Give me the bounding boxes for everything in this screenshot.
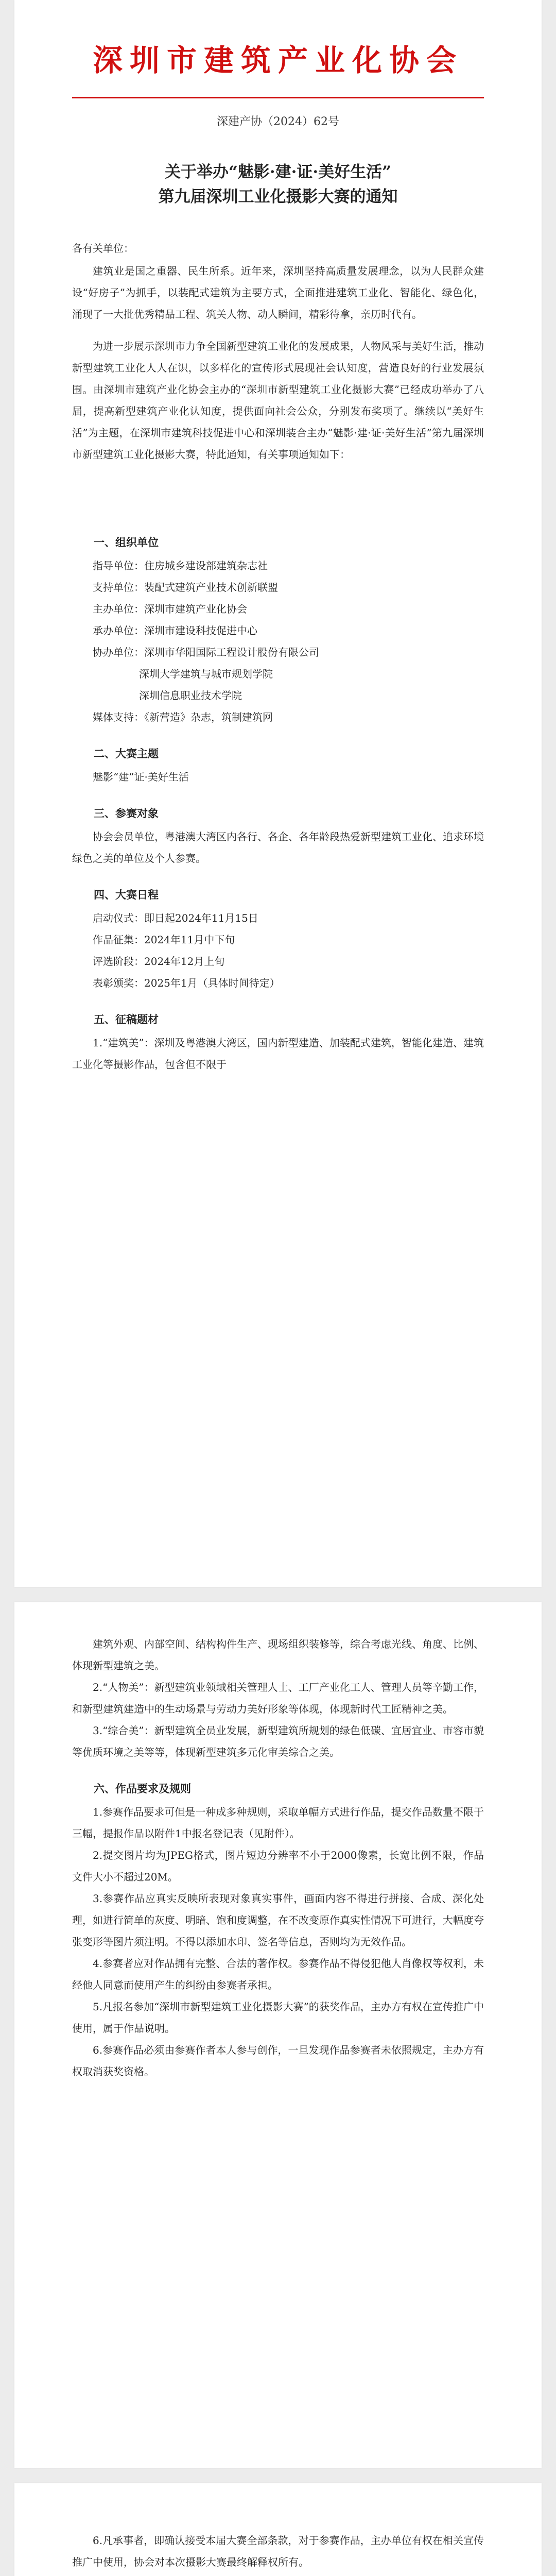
content-paragraph: 2.“人物美”：新型建筑业领域相关管理人士、工厂产业化工人、管理人员等辛勤工作，和新型建筑建造中的生动场景与劳动力美好形象等体现，体现新时代工匠精神之美。 — [72, 1681, 484, 1715]
requirement-item: 1.参赛作品要求可但是一种成多种规则，采取单幅方式进行作品，提交作品数量不限于三幅，提报作品以附件1中报名登记表（见附件）。 — [72, 1806, 484, 1840]
intro-paragraph-1: 建筑业是国之重器、民生所系。近年来，深圳坚持高质量发展理念，以为人民群众建设“好房子”为抓手，以装配式建筑为主要方式，全面推进建筑工业化、智能化、绿色化，涌现了一大批优秀精品工程、筑关人物、动人瞬间，精彩待拿，亲历时代有。 — [72, 265, 484, 320]
content-intro: 1.“建筑美”：深圳及粤港澳大湾区，国内新型建造、加装配式建筑，智能化建造、建筑工业化等摄影作品，包含但不限于 — [72, 1037, 484, 1071]
title-line-2: 第九届深圳工业化摄影大赛的通知 — [158, 188, 398, 206]
requirement-item: 2.提交图片均为JPEG格式，图片短边分辨率不小于2000像素，长宽比例不限，作品文件大小不超过20M。 — [72, 1849, 484, 1883]
section-targets-heading: 三、参赛对象 — [94, 807, 159, 820]
org-row-cont: 深圳信息职业技术学院 — [139, 689, 242, 702]
document-page-2 — [14, 1602, 542, 2468]
org-row: 支持单位：装配式建筑产业技术创新联盟 — [93, 581, 278, 594]
org-row: 承办单位：深圳市建设科技促进中心 — [93, 624, 257, 637]
org-title: 深圳市建筑产业化协会 — [92, 43, 463, 78]
notice-title — [72, 160, 484, 209]
document-page-3 — [14, 2483, 542, 2576]
salutation: 各有关单位： — [72, 242, 134, 255]
schedule-row: 作品征集：2024年11月中下旬 — [93, 934, 235, 946]
content-paragraph: 建筑外观、内部空间、结构构件生产、现场组织装修等，综合考虑光线、角度、比例、体现新型建筑之美。 — [72, 1638, 484, 1672]
media-row: 媒体支持：《新营造》杂志，筑制建筑网 — [93, 711, 273, 723]
requirement-item: 5.凡报名参加“深圳市新型建筑工业化摄影大赛”的获奖作品，主办方有权在宣传推广中使用，属于作品说明。 — [72, 2001, 484, 2035]
section-theme-heading: 二、大赛主题 — [94, 748, 159, 760]
theme-text: 魅影“建”证·美好生活 — [93, 771, 189, 783]
org-row: 指导单位：住房城乡建设部建筑杂志社 — [93, 560, 268, 572]
doc-number: 深建产协（2024）62号 — [217, 115, 339, 128]
schedule-row: 启动仪式：即日起2024年11月15日 — [93, 912, 258, 924]
section-content-heading: 五、征稿题材 — [94, 1013, 159, 1026]
requirement-item: 4.参赛者应对作品拥有完整、合法的著作权。参赛作品不得侵犯他人肖像权等权利，未经他人同意而使用产生的纠纷由参赛者承担。 — [72, 1957, 484, 1991]
document-page-1 — [14, 0, 542, 1587]
title-line-1: 关于举办“魅影·建·证·美好生活” — [164, 163, 392, 181]
content-paragraph: 3.“综合美”：新型建筑全员业发展，新型建筑所规划的绿色低碳、宜居宜业、市容市貌等优质环境之美等等，体现新型建筑多元化审美综合之美。 — [72, 1724, 484, 1758]
intro-paragraph-2: 为进一步展示深圳市力争全国新型建筑工业化的发展成果，人物风采与美好生活，推动新型建筑工业化人人在识，以多样化的宣传形式展现社会认知度，营造良好的行业发展氛围。由深圳市建筑产业化协会主办的“深圳市新型建筑工业化摄影大赛”已经成功举办了八届，提高新型建筑产业化认知度，提供面向社会公众，分别发布奖项了。继续以“美好生活”为主题，在深圳市建筑科技促进中心和深圳装合主办“魅影·建·证·美好生活”第九届深圳市新型建筑工业化摄影大赛，特此通知，有关事项通知如下： — [72, 340, 484, 461]
org-row: 协办单位：深圳市华阳国际工程设计股份有限公司 — [93, 646, 319, 658]
schedule-row: 评选阶段：2024年12月上旬 — [93, 955, 225, 968]
section-org-heading: 一、组织单位 — [94, 536, 159, 549]
schedule-row: 表彰颁奖：2025年1月（具体时间待定） — [93, 977, 280, 989]
requirement-item: 3.参赛作品应真实反映所表现对象真实事件，画面内容不得进行拼接、合成、深化处理，如进行简单的灰度、明暗、饱和度调整，在不改变原作真实性情况下可进行，大幅度夸张变形等图片须注明。不得以添加水印、签名等信息，否则均为无效作品。 — [72, 1892, 484, 1948]
red-divider — [72, 97, 484, 98]
section-requirements-heading: 六、作品要求及规则 — [94, 1783, 191, 1795]
org-row-cont: 深圳大学建筑与城市规划学院 — [139, 668, 273, 680]
section-schedule-heading: 四、大赛日程 — [94, 889, 159, 901]
targets-text: 协会会员单位，粤港澳大湾区内各行、各企、各年龄段热爱新型建筑工业化、追求环境绿色之美的单位及个人参赛。 — [72, 831, 484, 865]
requirement-item: 6.参赛作品必须由参赛作者本人参与创作，一旦发现作品参赛者未依照规定，主办方有权取消获奖资格。 — [72, 2044, 484, 2078]
org-row: 主办单位：深圳市建筑产业化协会 — [93, 603, 247, 615]
rules-acceptance: 6.凡承事者，即确认接受本届大赛全部条款，对于参赛作品，主办单位有权在相关宣传推广中使用，协会对本次摄影大赛最终解释权所有。 — [72, 2534, 484, 2568]
